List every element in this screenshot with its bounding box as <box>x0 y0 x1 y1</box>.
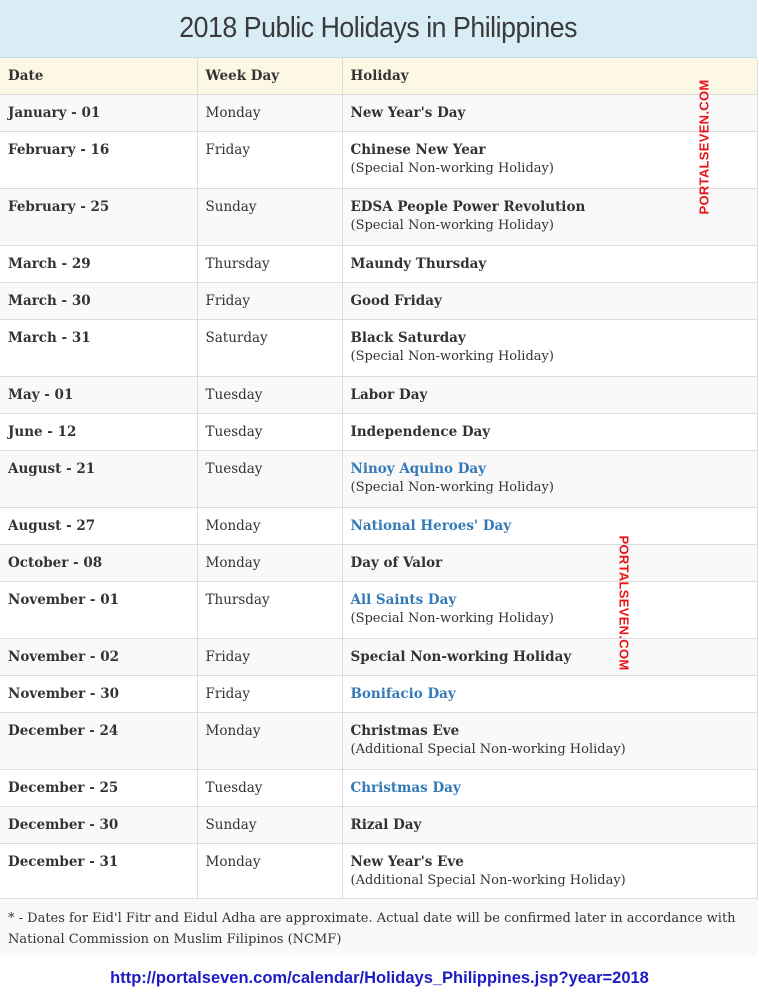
weekday-cell: Monday <box>197 545 342 582</box>
header-date: Date <box>0 58 197 95</box>
holiday-name: Black Saturday <box>350 330 466 346</box>
table-row <box>0 713 757 770</box>
date-cell: October - 08 <box>0 545 197 582</box>
table-row <box>0 132 757 189</box>
title-bar <box>0 0 757 58</box>
weekday-cell: Friday <box>197 676 342 713</box>
holiday-name: Independence Day <box>350 424 491 440</box>
table-row <box>0 283 757 320</box>
date-cell: February - 25 <box>0 189 197 246</box>
holiday-note: (Special Non-working Holiday) <box>350 218 554 233</box>
holiday-note: (Special Non-working Holiday) <box>350 480 554 495</box>
weekday-cell: Friday <box>197 283 342 320</box>
header-holiday: Holiday <box>342 58 757 95</box>
weekday-cell: Thursday <box>197 582 342 639</box>
table-row <box>0 320 757 377</box>
weekday-cell: Monday <box>197 713 342 770</box>
holiday-cell <box>342 545 757 582</box>
watermark-middle: PORTALSEVEN.COM <box>616 535 632 671</box>
table-row <box>0 676 757 713</box>
holiday-cell <box>342 582 757 639</box>
holiday-cell <box>342 189 757 246</box>
weekday-cell: Sunday <box>197 189 342 246</box>
holiday-name: New Year's Eve <box>350 854 464 870</box>
table-row <box>0 377 757 414</box>
holiday-cell <box>342 377 757 414</box>
page-title: 2018 Public Holidays in Philippines <box>179 12 578 44</box>
holiday-name: Maundy Thursday <box>350 256 487 272</box>
table-row <box>0 545 757 582</box>
holiday-note: (Special Non-working Holiday) <box>350 349 554 364</box>
table-row <box>0 582 757 639</box>
header-weekday: Week Day <box>197 58 342 95</box>
holiday-link[interactable]: Christmas Day <box>350 780 461 796</box>
holiday-cell <box>342 95 757 132</box>
date-cell: March - 29 <box>0 246 197 283</box>
table-row <box>0 414 757 451</box>
holiday-cell <box>342 414 757 451</box>
holiday-link[interactable]: Ninoy Aquino Day <box>350 461 487 477</box>
table-row <box>0 508 757 545</box>
date-cell: February - 16 <box>0 132 197 189</box>
weekday-cell: Tuesday <box>197 451 342 508</box>
holiday-cell <box>342 246 757 283</box>
table-header-row <box>0 58 757 95</box>
holiday-name: Labor Day <box>350 387 428 403</box>
weekday-cell: Tuesday <box>197 377 342 414</box>
date-cell: May - 01 <box>0 377 197 414</box>
holiday-table <box>0 58 758 901</box>
date-cell: January - 01 <box>0 95 197 132</box>
weekday-cell: Tuesday <box>197 414 342 451</box>
weekday-cell: Tuesday <box>197 770 342 807</box>
holiday-link[interactable]: Bonifacio Day <box>350 686 456 702</box>
weekday-cell: Monday <box>197 844 342 901</box>
source-url[interactable]: http://portalseven.com/calendar/Holidays_Philippines.jsp?year=2018 <box>110 969 649 987</box>
date-cell: November - 02 <box>0 639 197 676</box>
holiday-name: Rizal Day <box>350 817 422 833</box>
date-cell: August - 27 <box>0 508 197 545</box>
holiday-cell <box>342 713 757 770</box>
table-row <box>0 844 757 901</box>
weekday-cell: Thursday <box>197 246 342 283</box>
footnote: * - Dates for Eid'l Fitr and Eidul Adha are approximate. Actual date will be confirmed later in accordance with National Commission on Muslim Filipinos (NCMF) <box>0 898 757 955</box>
holiday-note: (Additional Special Non-working Holiday) <box>350 742 626 757</box>
table-row <box>0 451 757 508</box>
date-cell: December - 25 <box>0 770 197 807</box>
holiday-name: Chinese New Year <box>350 142 486 158</box>
date-cell: December - 31 <box>0 844 197 901</box>
date-cell: November - 01 <box>0 582 197 639</box>
holiday-name: EDSA People Power Revolution <box>350 199 586 215</box>
weekday-cell: Friday <box>197 132 342 189</box>
holiday-name: Special Non-working Holiday <box>350 649 572 665</box>
date-cell: November - 30 <box>0 676 197 713</box>
holiday-name: Christmas Eve <box>350 723 460 739</box>
date-cell: March - 30 <box>0 283 197 320</box>
date-cell: June - 12 <box>0 414 197 451</box>
table-row <box>0 189 757 246</box>
holiday-cell <box>342 676 757 713</box>
holiday-cell <box>342 132 757 189</box>
weekday-cell: Saturday <box>197 320 342 377</box>
holiday-note: (Special Non-working Holiday) <box>350 161 554 176</box>
holiday-name: New Year's Day <box>350 105 466 121</box>
weekday-cell: Sunday <box>197 807 342 844</box>
table-row <box>0 770 757 807</box>
date-cell: August - 21 <box>0 451 197 508</box>
holiday-note: (Special Non-working Holiday) <box>350 611 554 626</box>
holiday-cell <box>342 807 757 844</box>
holiday-cell <box>342 283 757 320</box>
holiday-cell <box>342 639 757 676</box>
date-cell: December - 24 <box>0 713 197 770</box>
watermark-top: PORTALSEVEN.COM <box>696 79 712 215</box>
holiday-note: (Additional Special Non-working Holiday) <box>350 873 626 888</box>
holiday-cell <box>342 508 757 545</box>
date-cell: March - 31 <box>0 320 197 377</box>
holiday-cell <box>342 320 757 377</box>
table-row <box>0 246 757 283</box>
holiday-cell <box>342 451 757 508</box>
weekday-cell: Monday <box>197 508 342 545</box>
holiday-link[interactable]: All Saints Day <box>350 592 457 608</box>
table-row <box>0 807 757 844</box>
table-row <box>0 95 757 132</box>
holiday-cell <box>342 770 757 807</box>
holiday-name: Good Friday <box>350 293 442 309</box>
table-row <box>0 639 757 676</box>
holiday-link[interactable]: National Heroes' Day <box>350 518 512 534</box>
holiday-cell <box>342 844 757 901</box>
holiday-name: Day of Valor <box>350 555 443 571</box>
weekday-cell: Monday <box>197 95 342 132</box>
date-cell: December - 30 <box>0 807 197 844</box>
weekday-cell: Friday <box>197 639 342 676</box>
